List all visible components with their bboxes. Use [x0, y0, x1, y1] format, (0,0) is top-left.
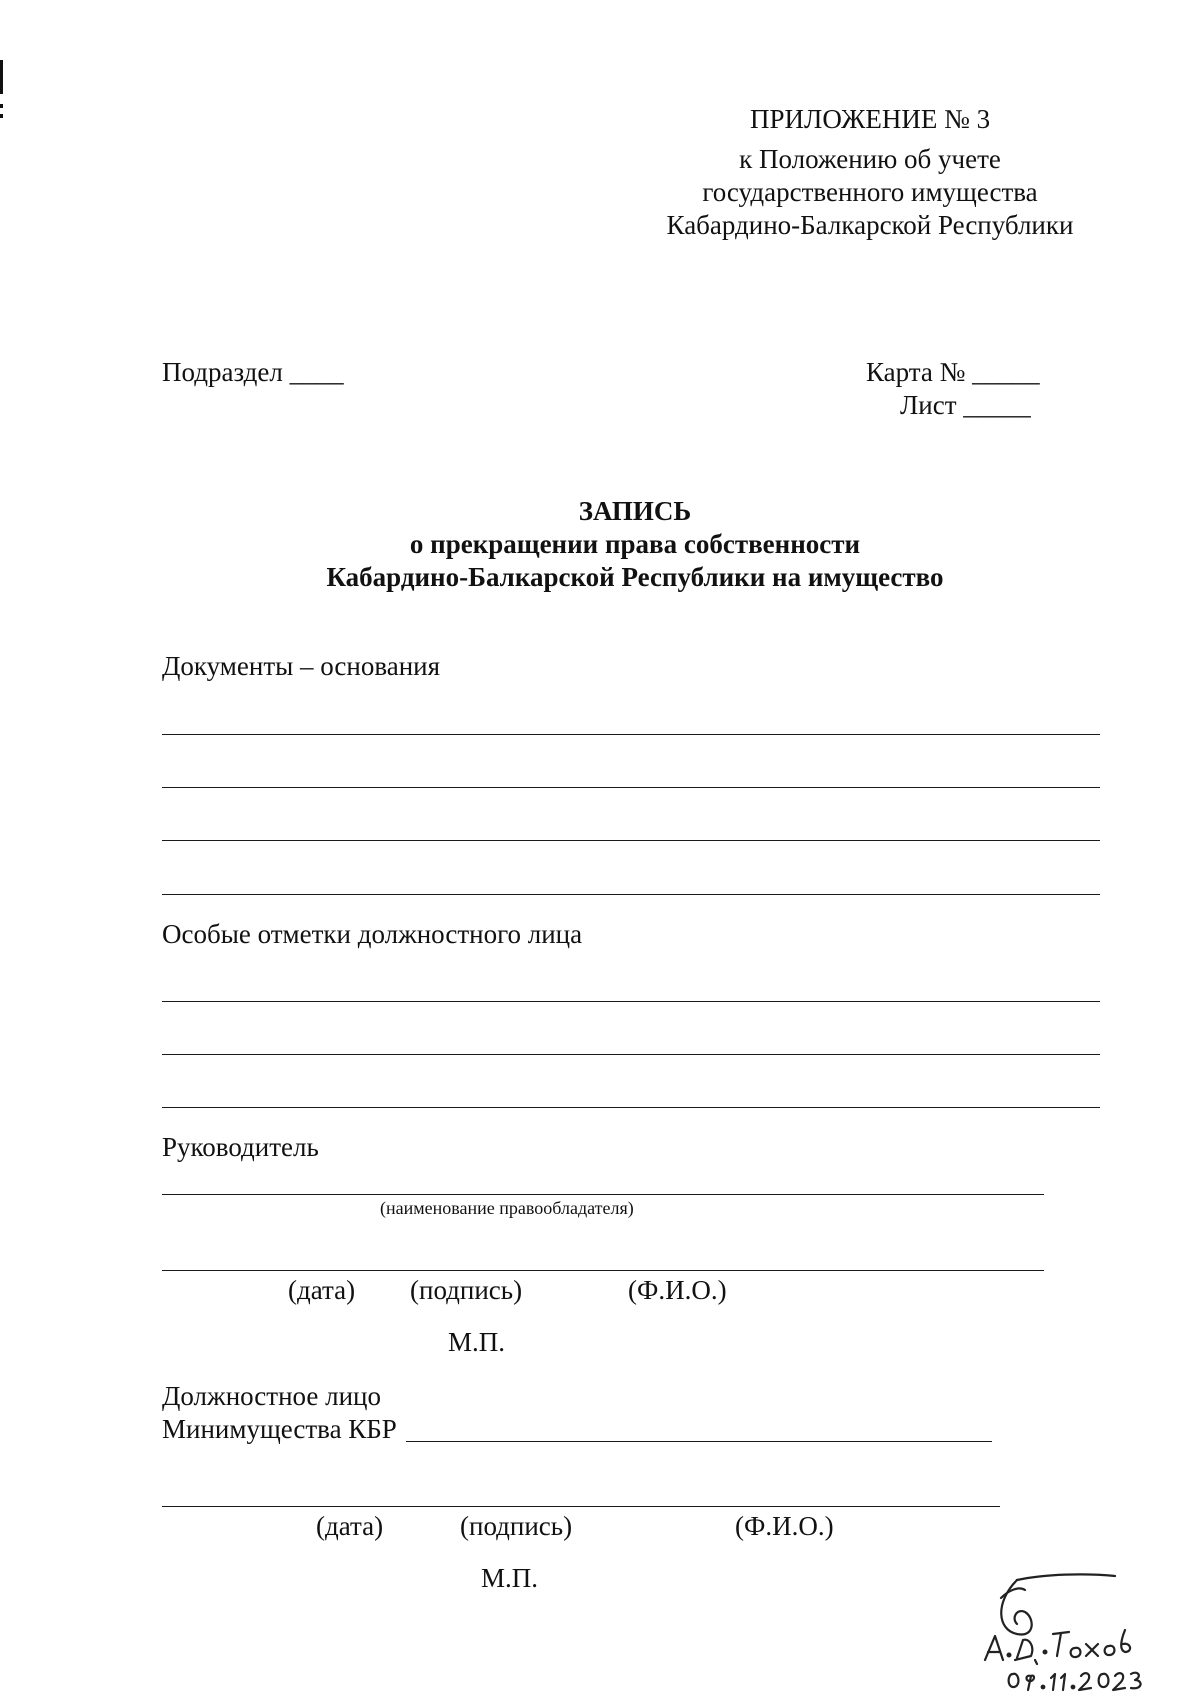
holder-name-caption: (наименование правообладателя) — [380, 1198, 634, 1218]
head-label: Руководитель — [162, 1132, 319, 1162]
documents-basis-line — [162, 787, 1100, 788]
subsection-field: Подраздел ____ — [162, 357, 344, 387]
special-notes-line — [162, 1001, 1100, 1002]
holder-name-line — [162, 1194, 1044, 1195]
official-signature-line — [162, 1506, 1000, 1507]
head-signature-line — [162, 1270, 1044, 1271]
special-notes-line — [162, 1054, 1100, 1055]
official-stamp-place: М.П. — [481, 1563, 539, 1593]
official-name-line — [406, 1441, 992, 1442]
head-date-caption: (дата) — [288, 1275, 356, 1305]
official-label-line2: Минимущества КБР — [162, 1414, 397, 1444]
handwritten-signature — [965, 1560, 1190, 1695]
official-sign-caption: (подпись) — [460, 1511, 573, 1541]
sheet-field: Лист _____ — [900, 390, 1031, 420]
appendix-title: ПРИЛОЖЕНИЕ № 3 — [750, 104, 991, 134]
card-number-field: Карта № _____ — [866, 357, 1040, 387]
head-sign-caption: (подпись) — [410, 1275, 523, 1305]
documents-basis-line — [162, 894, 1100, 895]
scan-edge-mark — [0, 104, 3, 108]
special-notes-line — [162, 1107, 1100, 1108]
documents-basis-line — [162, 734, 1100, 735]
official-name-caption: (Ф.И.О.) — [735, 1511, 834, 1541]
document-subtitle-line1: о прекращении права собственности — [409, 529, 861, 559]
scan-edge-mark — [0, 114, 3, 118]
appendix-ref-line3: Кабардино-Балкарской Республики — [666, 210, 1074, 240]
documents-basis-line — [162, 840, 1100, 841]
document-subtitle-line2: Кабардино-Балкарской Республики на имущество — [326, 562, 944, 592]
special-notes-label: Особые отметки должностного лица — [162, 919, 583, 949]
official-date-caption: (дата) — [316, 1511, 384, 1541]
document-title: ЗАПИСЬ — [578, 496, 692, 526]
scan-edge-mark — [0, 60, 3, 94]
head-name-caption: (Ф.И.О.) — [628, 1275, 727, 1305]
documents-basis-label: Документы – основания — [162, 651, 441, 681]
official-label-line1: Должностное лицо — [162, 1381, 381, 1411]
appendix-ref-line2: государственного имущества — [702, 177, 1038, 207]
head-stamp-place: М.П. — [448, 1327, 506, 1357]
appendix-ref-line1: к Положению об учете — [739, 144, 1001, 174]
